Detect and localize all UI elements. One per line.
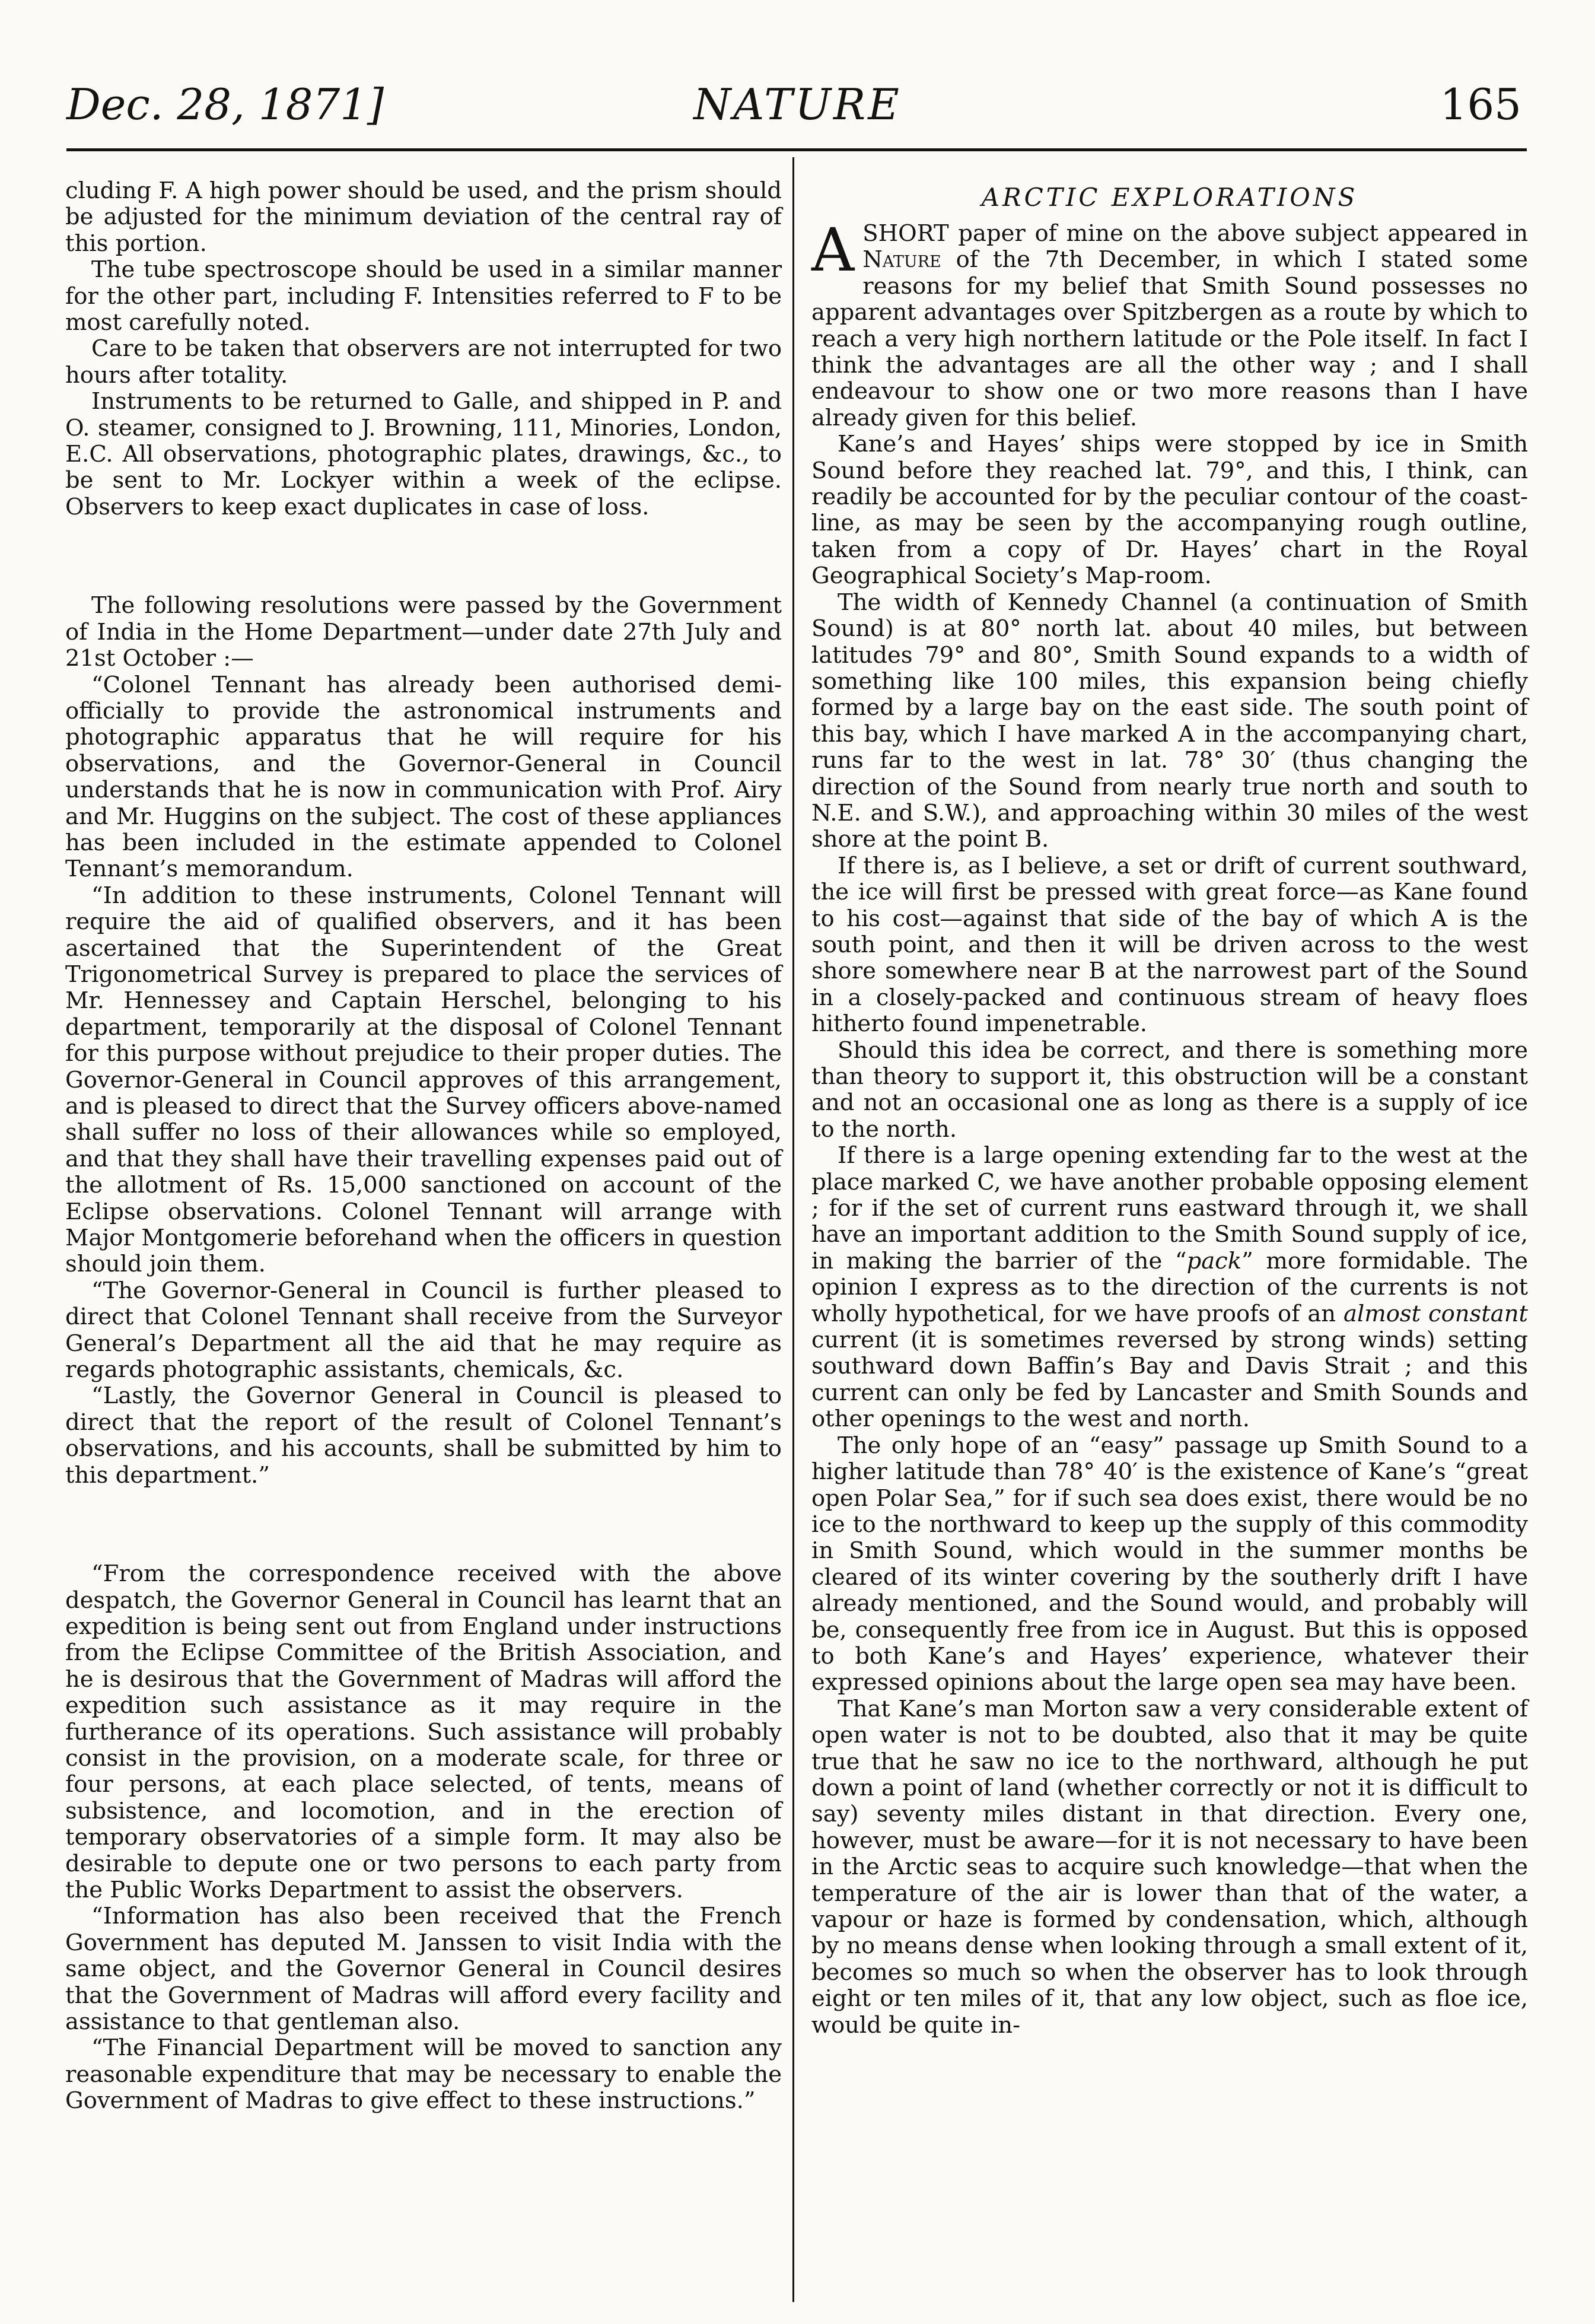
lead-text-rest: of the 7th December, in which I stated some reasons for my belief that Smith Sound possesses no apparent advantages over Spitzbergen as a route by which to reach a very high northern latitude or the Pole itself. In fact I think the advantages are all the other way ; and I shall endeavour to show one or two more reasons than I have already given for this belief. (811, 246, 1528, 431)
page-number: 165 (1440, 80, 1521, 129)
emphasis-pack: pack (1186, 1247, 1242, 1274)
paragraph: Kane’s and Hayes’ ships were stopped by ice in Smith Sound before they reached lat. 79°, and this, I think, can readily be accounted for by the peculiar contour of the coast-line, as may be seen by the accompanying rough outline, taken from a copy of Dr. Hayes’ chart in the Royal Geographical Society’s Map-room. (811, 431, 1528, 590)
article-title: ARCTIC EXPLORATIONS (981, 183, 1358, 212)
paragraph: “The Financial Department will be moved to sanction any reasonable expenditure that may be necessary to enable the Government of Madras to give effect to these instructions.” (65, 2034, 782, 2115)
paragraph: If there is, as I believe, a set or drift of current southward, the ice will first be pressed with great force—as Kane found to his cost—against that side of the bay of which A is the south point, and then it will be driven across to the west shore somewhere near B at the narrowest part of the Sound in a closely-packed and continuous stream of heavy floes hitherto found impenetrable. (811, 852, 1528, 1038)
paragraph: “In addition to these instruments, Colonel Tennant will require the aid of qualified observers, and it has been ascertained that the Superintendent of the Great Trigonometrical Survey is prepared to place the services of Mr. Hennessey and Captain Herschel, belonging to his department, temporarily at the disposal of Colonel Tennant for this purpose without prejudice to their proper duties. The Governor-General in Council approves of this arrangement, and is pleased to direct that the Survey officers above-named shall suffer no loss of their allowances while so employed, and that they shall have their travelling expenses paid out of the allotment of Rs. 15,000 sanctioned on account of the Eclipse observations. Colonel Tennant will arrange with Major Montgomerie beforehand when the officers in question should join them. (65, 882, 782, 1278)
paragraph: cluding F. A high power should be used, and the prism should be adjusted for the minimum deviation of the central ray of this portion. (65, 177, 782, 257)
right-column (811, 178, 1528, 2039)
paragraph: Should this idea be correct, and there is something more than theory to support it, this obstruction will be a constant and not an occasional one as long as there is a supply of ice to the north. (811, 1037, 1528, 1143)
left-column (65, 178, 782, 2115)
issue-date: Dec. 28, 1871] (66, 80, 384, 129)
journal-reference: Nature (862, 246, 941, 274)
paragraph: “From the correspondence received with the above despatch, the Governor General in Council has learnt that an expedition is being sent out from England under instructions from the Eclipse Committee of the British Association, and he is desirous that the Government of Madras will afford the expedition such assistance as it may require in the furtherance of its operations. Such assistance will probably consist in the provision, on a moderate scale, for three or four persons, at each place selected, of tents, means of subsistence, and locomotion, and in the erection of temporary observatories of a simple form. It may also be desirable to depute one or two persons to each party from the Public Works Department to assist the observers. (65, 1560, 782, 1903)
paragraph: The only hope of an “easy” passage up Smith Sound to a higher latitude than 78° 40′ is the existence of Kane’s “great open Polar Sea,” for if such sea does exist, there would be no ice to the northward to keep up the supply of this commodity in Smith Sound, which would in the summer months be cleared of its winter covering by the southerly drift I have already mentioned, and the Sound would, and probably will be, consequently free from ice in August. But this is opposed to both Kane’s and Hayes’ experience, whatever their expressed opinions about the large open sea may have been. (811, 1432, 1528, 1696)
paragraph: The tube spectroscope should be used in a similar manner for the other part, including F. Intensities referred to F to be most carefully noted. (65, 256, 782, 336)
text-run: ” more formidable. The opinion I express as to the direction of the currents is not wholly hypothetical, for we have proofs of an (811, 1247, 1529, 1327)
emphasis-almost-constant: almost constant (1343, 1300, 1529, 1327)
paragraph: Care to be taken that observers are not interrupted for two hours after totality. (65, 335, 782, 389)
text-run: current (it is sometimes reversed by strong winds) setting southward down Baffin’s Bay and Davis Strait ; and this current can only be fed by Lancaster and Smith Sounds and other openings to the west and north. (811, 1327, 1528, 1433)
paragraph: “Colonel Tennant has already been authorised demi-officially to provide the astronomical instruments and photographic apparatus that he will require for his observations, and the Governor-General in Council understands that he is now in communication with Prof. Airy and Mr. Huggins on the subject. The cost of these appliances has been included in the estimate appended to Colonel Tennant’s memorandum. (65, 671, 782, 883)
section-gap (65, 520, 782, 593)
paragraph: “Information has also been received that the French Government has deputed M. Janssen to visit India with the same object, and the Governor General in Council desires that the Government of Madras will afford every facility and assistance to that gentleman also. (65, 1903, 782, 2035)
paragraph: That Kane’s man Morton saw a very considerable extent of open water is not to be doubted, also that it may be quite true that he saw no ice to the northward, although he put down a point of land (whether correctly or not it is difficult to say) seventy miles distant in that direction. Every one, however, must be aware—for it is not necessary to have been in the Arctic seas to acquire such knowledge—that when the temperature of the air is lower than that of the water, a vapour or haze is formed by condensation, which, although by no means dense when looking through a small extent of it, becomes so much so when the observer has to look through eight or ten miles of it, that any low object, such as floe ice, would be quite in- (811, 1695, 1528, 2039)
journal-title: NATURE (693, 80, 902, 129)
section-gap (65, 1489, 782, 1561)
article-lead-paragraph (811, 215, 1528, 431)
lead-text: SHORT paper of mine on the above subject appeared in (862, 220, 1528, 247)
paragraph: “The Governor-General in Council is further pleased to direct that Colonel Tennant shall receive from the Surveyor General’s Department all the aid that he may require as regards photographic assistants, chemicals, &c. (65, 1277, 782, 1384)
paragraph: Instruments to be returned to Galle, and shipped in P. and O. steamer, consigned to J. Browning, 111, Minories, London, E.C. All observations, photographic plates, drawings, &c., to be sent to Mr. Lockyer within a week of the eclipse. Observers to keep exact duplicates in case of loss. (65, 388, 782, 520)
header-rule (66, 148, 1527, 151)
paragraph: “Lastly, the Governor General in Council is pleased to direct that the report of the result of Colonel Tennant’s observations, and his accounts, shall be submitted by him to this department.” (65, 1382, 782, 1489)
paragraph: The width of Kennedy Channel (a continuation of Smith Sound) is at 80° north lat. about 40 miles, but between latitudes 79° and 80°, Smith Sound expands to a width of something like 100 miles, this expansion being chiefly formed by a large bay on the east side. The south point of this bay, which I have marked A in the accompanying chart, runs far to the west in lat. 78° 30′ (thus changing the direction of the Sound from nearly true north and south to N.E. and S.W.), and approaching within 30 miles of the west shore at the point B. (811, 589, 1528, 853)
paragraph: The following resolutions were passed by the Government of India in the Home Department—under date 27th July and 21st October :— (65, 592, 782, 672)
paragraph (811, 1143, 1528, 1432)
text-run: If there is a large opening extending far to the west at the place marked C, we have another probable opposing element ; for if the set of current runs eastward through it, we shall have an important addition to the Smith Sound supply of ice, in making the barrier of the “ (811, 1142, 1528, 1274)
drop-cap: A (811, 215, 855, 285)
column-divider (792, 157, 794, 2302)
